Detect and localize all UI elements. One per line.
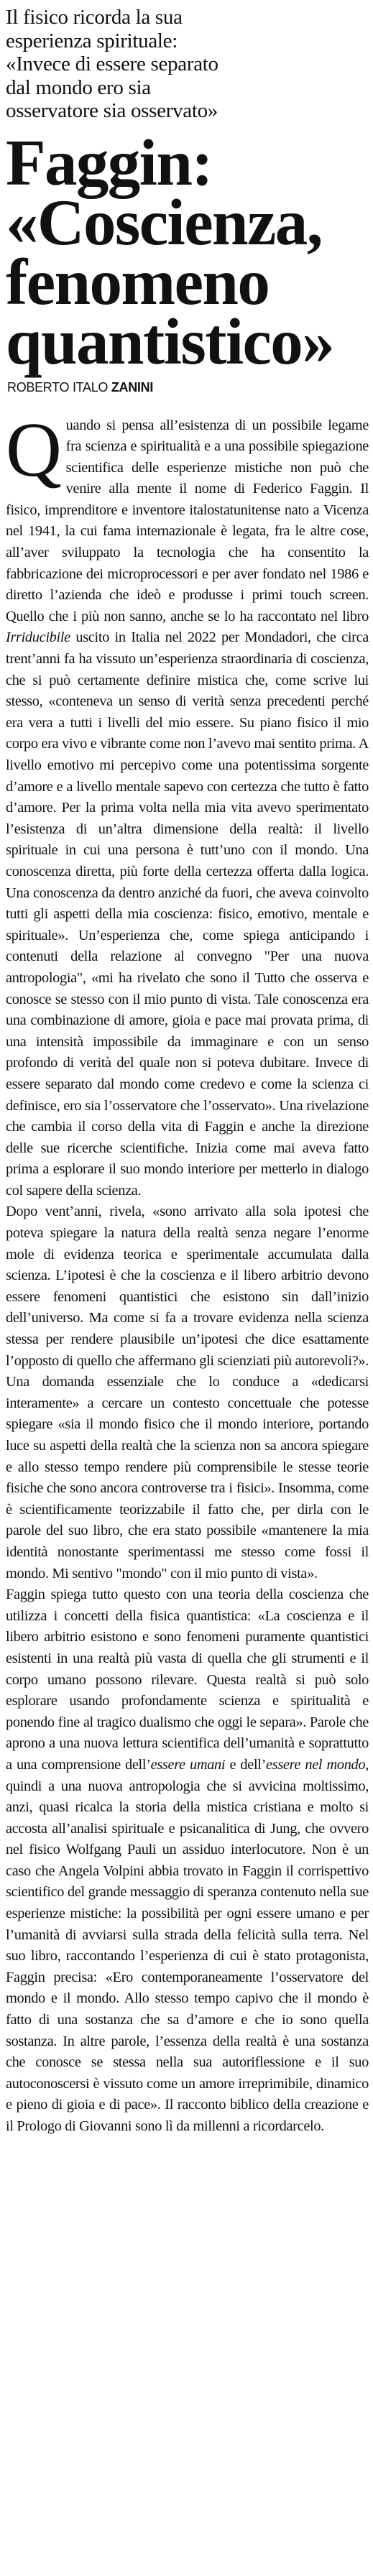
author-first-name: ROBERTO ITALO — [7, 379, 109, 394]
kicker-line: «Invece di essere separato — [6, 52, 218, 75]
paragraph-text: Faggin spiega tutto questo con una teoria della coscienza che utilizza i concetti della fisica quantistica: «La coscienza e il libero arbitrio esistono e sono fenomeni puramente quantistici esistenti in una realtà più vasta di quella che gli strumenti e il corpo umano possono rilevare. Questa realtà si può solo esplorare usando profondamente scienza e spiritualità e ponendo fine al tragico dualismo che oggi le separa». Parole che aprono a una nuova lettura scientifica dell’umanità e soprattutto a una comprensione dell’ — [6, 1587, 369, 1773]
italic-phrase: essere umani — [150, 1756, 226, 1773]
kicker-line: osservatore sia osservato» — [6, 99, 218, 122]
paragraph-text: uscito in Italia nel 2022 per Mondadori, che circa trent’anni fa ha vissuto un’esperienza straordinaria di coscienza, che si può certamente definire mistica che, come scrive lui stesso, «conteneva un senso di verità senza precedenti perché era vera a tutti i livelli del mio essere. Su piano fisico il mio corpo era vivo e vibrante come non l’avevo mai sentito prima. A livello emotivo mi percepivo come una potentissima sorgente d’amore e a livello mentale sapevo con certezza che tutto è fatto d’amore. Per la prima volta nella mia vita avevo sperimentato l’esistenza di un’altra dimensione della realtà: il livello spirituale in cui una persona è tutt’uno con il mondo. Una conoscenza diretta, più forte della certezza offerta dalla logica. Una conoscenza da dentro anziché da fuori, che aveva coinvolto tutti gli aspetti della mia coscienza: fisico, emotivo, mentale e spirituale». Un’esperienza che, come spiega anticipando i contenuti della relazione al convegno "Per una nuova antropologia", «mi ha rivelato che sono il Tutto che osserva e conosce se stesso con il mio punto di vista. Tale conoscenza era una combinazione di amore, gioia e pace mai provata prima, di una intensità impossibile da immaginare e con un senso profondo di verità del quale non si poteva dubitare. Invece di essere separato dal mondo come credevo e come la scienza ci definisce, ero sia l’osservatore che l’osservato». Una rivelazione che cambia il corso della vita di Faggin e anche la direzione delle sue ricerche scientifiche. Inizia come mai aveva fatto prima a esplorare il suo mondo interiore per metterlo in dialogo col sapere della scienza. — [6, 629, 369, 1199]
paragraph-text: , quindi a una nuova antropologia che si avvicina moltissimo, anzi, quasi ricalca la storia della mistica cristiana e molto si accosta all’analisi spirituale e psicanalitica di Jung, che ovvero nel fisico Wolfgang Pauli un assiduo interlocutore. Non è un caso che Angela Volpini abbia trovato in Faggin il corrispettivo scientifico del grande messaggio di speranza contenuto nella sue esperienze mistiche: la possibilità per ogni essere umano e per l’umanità di avviarsi sulla strada della felicità sulla terra. Nel suo libro, raccontando l’esperienza di cui è stato protagonista, Faggin precisa: «Ero contemporaneamente l’osservatore del mondo e il mondo. Allo stesso tempo capivo che il mondo è fatto di una sostanza che sa d’amore e che io sono quella sostanza. In altre parole, l’essenza della realtà è una sostanza che conosce se stessa nella sua autoriflessione e il suo autoconoscersi è vissuto come un amore irreprimibile, dinamico e pieno di gioia e di pace». Il racconto biblico della creazione e il Prologo di Giovanni sono lì da millenni a ricordarcelo. — [6, 1756, 369, 2134]
headline-line: «Coscienza, — [6, 185, 322, 259]
article-paragraph — [6, 407, 369, 1202]
byline — [7, 380, 369, 395]
dropcap: Q — [6, 407, 62, 493]
headline — [6, 126, 369, 378]
book-title: Irriducibile — [6, 629, 70, 646]
headline-line: fenomeno — [6, 245, 270, 318]
paragraph-text: e dell’ — [225, 1756, 267, 1773]
headline-line: Faggin: — [6, 126, 213, 199]
kicker-line: Il fisico ricorda la sua — [6, 6, 183, 29]
kicker-line: dal mondo ero sia — [6, 75, 151, 99]
paragraph-text: Dopo vent’anni, rivela, «sono arrivato alla sola ipotesi che poteva spiegare la natura della realtà senza negare l’enorme mole di evidenza teorica e sperimentale accumulata dalla scienza. L’ipotesi è che la coscienza e il libero arbitrio devono essere fenomeni quantistici che esistono sin dall’inizio dell’universo. Ma come si fa a trovare evidenza nella scienza stessa per rendere plausibile un’ipotesi che dice esattamente l’opposto di quello che affermano gli scienziati più autorevoli?». Una domanda essenziale che lo conduce a «dedicarsi interamente» a cercare un contesto concettuale che potesse spiegare «sia il mondo fisico che il mondo interiore, portando luce su aspetti della realtà che la scienza non sa ancora spiegare e allo stesso tempo rendere più comprensibile le stesse teorie fisiche che sono ancora controverse tra i fisici». Insomma, come è scientificamente teorizzabile il fatto che, per dirla con le parole del suo libro, che era stato possibile «mantenere la mia identità nonostante sperimentassi me stesso come fossi il mondo. Mi sentivo "mondo" con il mio punto di vista». — [6, 1204, 369, 1582]
article-paragraph — [6, 1584, 369, 2137]
headline-line: quantistico» — [6, 305, 334, 378]
author-last-name: ZANINI — [111, 379, 154, 394]
kicker — [6, 6, 369, 123]
article-paragraph — [6, 1201, 369, 1584]
italic-phrase: essere nel mondo — [266, 1756, 366, 1773]
paragraph-text: uando si pensa all’esistenza di un possibile legame fra scienza e spiritualità e a una possibile spiegazione scientifica delle esperienze mistiche non può che venire alla mente il nome di Federico Faggin. Il fisico, imprenditore e inventore italostatunitense nato a Vicenza nel 1941, la cui fama internazionale è legata, fra le altre cose, all’aver sviluppato la tecnologia che ha consentito la fabbricazione dei microprocessori e per aver fondato nel 1986 e diretto l’azienda che ideò e produsse i primi touch screen. Quello che i più non sanno, anche se lo ha raccontato nel libro — [6, 417, 369, 624]
kicker-line: esperienza spirituale: — [6, 29, 178, 52]
article-body — [6, 407, 369, 2138]
